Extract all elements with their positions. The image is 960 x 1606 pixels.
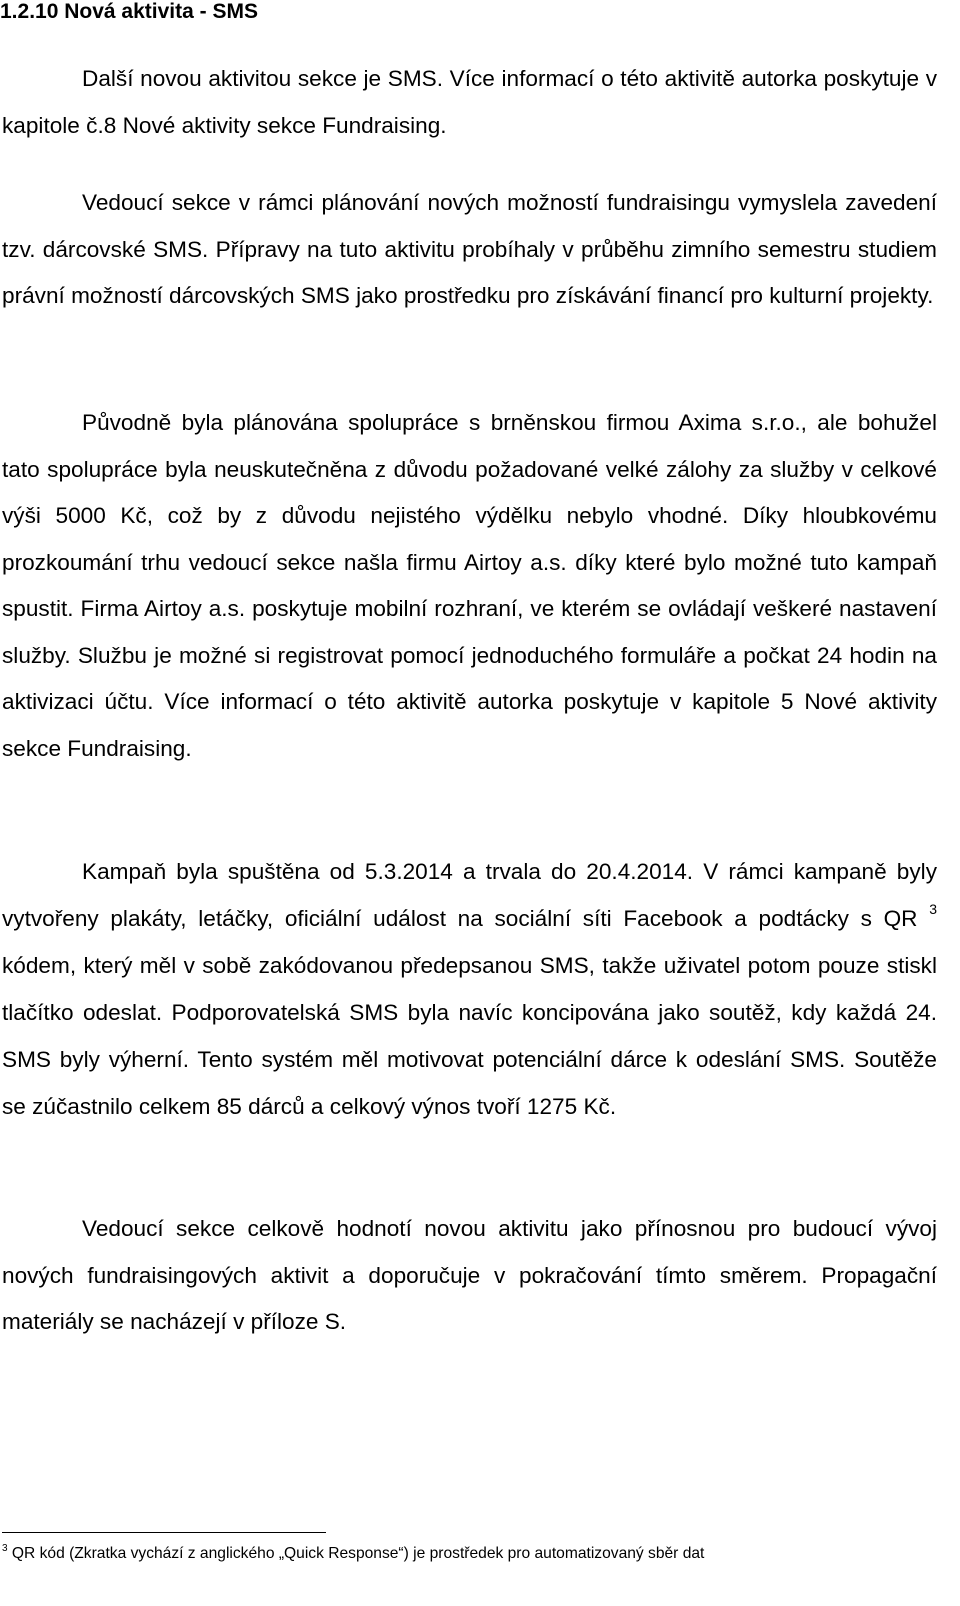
footnote-separator <box>2 1532 326 1533</box>
paragraph-sms-intro: Další novou aktivitou sekce je SMS. Více informací o této aktivitě autorka poskytuje v kapitole č.8 Nové aktivity sekce Fundraising. <box>2 66 937 138</box>
campaign-text-start: Kampaň byla spuštěna od 5.3.2014 a trvala do 20.4.2014. V rámci kampaně byly vytvořeny plakáty, letáčky, oficiální událost na sociální síti Facebook a podtácky s QR <box>2 859 937 931</box>
footnote <box>2 1543 704 1565</box>
paragraph-sms-preparation: Vedoucí sekce v rámci plánování nových možností fundraisingu vymyslela zavedení tzv. dárcovské SMS. Přípravy na tuto aktivitu probíhaly v průběhu zimního semestru studiem právní možností dárcovských SMS jako prostředku pro získávání financí pro kulturní projekty. <box>2 190 937 308</box>
paragraph-evaluation: Vedoucí sekce celkově hodnotí novou aktivitu jako přínosnou pro budoucí vývoj nových fundraisingových aktivit a doporučuje v pokračování tímto směrem. Propagační materiály se nacházejí v příloze S. <box>2 1216 937 1334</box>
footnote-reference: 3 <box>929 901 937 917</box>
footnote-number: 3 <box>2 1543 8 1554</box>
section-heading: 1.2.10 Nová aktivita - SMS <box>0 0 258 23</box>
paragraph-campaign <box>2 848 937 1130</box>
footnote-text: QR kód (Zkratka vychází z anglického „Quick Response“) je prostředek pro automatizovaný sběr dat <box>7 1545 705 1562</box>
campaign-text-end: kódem, který měl v sobě zakódovanou předepsanou SMS, takže uživatel potom pouze stiskl tlačítko odeslat. Podporovatelská SMS byla navíc koncipována jako soutěž, kdy každá 24. SMS byly výherní. Tento systém měl motivovat potenciální dárce k odeslání SMS. Soutěže se zúčastnilo celkem 85 dárců a celkový výnos tvoří 1275 Kč. <box>2 953 937 1119</box>
paragraph-partner-search: Původně byla plánována spolupráce s brněnskou firmou Axima s.r.o., ale bohužel tato spolupráce byla neuskutečněna z důvodu požadované velké zálohy za služby v celkové výši 5000 Kč, což by z důvodu nejistého výdělku nebylo vhodné. Díky hloubkovému prozkoumání trhu vedoucí sekce našla firmu Airtoy a.s. díky které bylo možné tuto kampaň spustit. Firma Airtoy a.s. poskytuje mobilní rozhraní, ve kterém se ovládají veškeré nastavení služby. Službu je možné si registrovat pomocí jednoduchého formuláře a počkat 24 hodin na aktivizaci účtu. Více informací o této aktivitě autorka poskytuje v kapitole 5 Nové aktivity sekce Fundraising. <box>2 410 937 761</box>
